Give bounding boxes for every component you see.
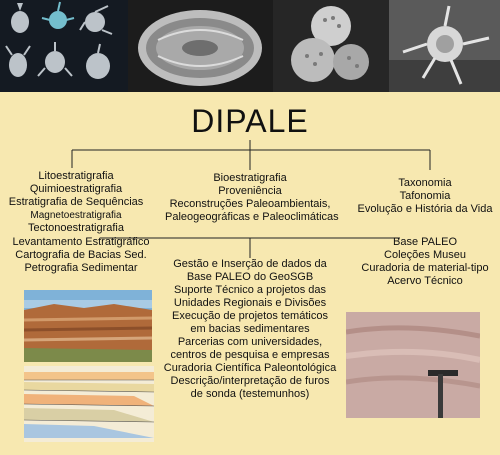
bottom-item-0: Gestão e Inserção de dados da	[173, 258, 327, 270]
right-bottom-item-1: Coleções Museu	[384, 249, 466, 261]
center-group	[165, 172, 339, 224]
left-group-top	[6, 170, 146, 235]
right-bottom-item-3: Acervo Técnico	[387, 275, 463, 287]
bottom-item-7: centros de pesquisa e empresas	[170, 349, 330, 361]
bottom-item-9: Descrição/interpretação de furos	[170, 375, 330, 387]
bottom-group	[160, 258, 340, 401]
stratigraphic-section-figure	[24, 366, 154, 442]
bottom-item-3: Unidades Regionais e Divisões	[173, 297, 327, 309]
outcrop-photo	[24, 290, 152, 362]
left-bottom-item-0: Levantamento Estratigráfico	[12, 236, 150, 248]
bottom-item-6: Parcerias com universidades,	[177, 336, 323, 348]
right-item-1: Tafonomia	[399, 190, 451, 202]
right-item-0: Taxonomia	[398, 177, 452, 189]
center-item-0: Bioestratigrafia	[213, 172, 287, 184]
left-bottom-item-2: Petrografia Sedimentar	[24, 262, 138, 274]
right-bottom-item-0: Base PALEO	[393, 236, 457, 248]
center-item-2: Reconstruções Paleoambientais,	[169, 198, 331, 210]
right-group-bottom	[355, 236, 495, 288]
center-item-1: Proveniência	[218, 185, 282, 197]
rock-hammer-photo	[346, 312, 480, 418]
bottom-item-4: Execução de projetos temáticos	[172, 310, 328, 322]
left-item-1: Quimioestratigrafia	[29, 183, 123, 195]
left-item-4: Tectonoestratigrafia	[28, 222, 124, 234]
left-item-0: Litoestratigrafia	[38, 170, 114, 182]
left-bottom-item-1: Cartografia de Bacias Sed.	[15, 249, 147, 261]
center-item-3: Paleogeográficas e Paleoclimáticas	[165, 211, 339, 223]
right-item-2: Evolução e História da Vida	[357, 203, 493, 215]
left-group-bottom	[6, 236, 156, 275]
bottom-item-1: Base PALEO do GeoSGB	[186, 271, 314, 283]
bottom-item-2: Suporte Técnico a projetos das	[173, 284, 327, 296]
bottom-item-5: em bacias sedimentares	[190, 323, 310, 335]
bottom-item-10: de sonda (testemunhos)	[190, 388, 310, 400]
left-item-2: Estratigrafia de Sequências	[8, 196, 144, 208]
diagram-title: DIPALE	[191, 103, 309, 139]
right-bottom-item-2: Curadoria de material-tipo	[361, 262, 489, 274]
left-item-3: Magnetoestratigrafia	[30, 210, 122, 221]
bottom-item-8: Curadoria Científica Paleontológica	[163, 362, 337, 374]
right-group-top	[355, 177, 495, 216]
